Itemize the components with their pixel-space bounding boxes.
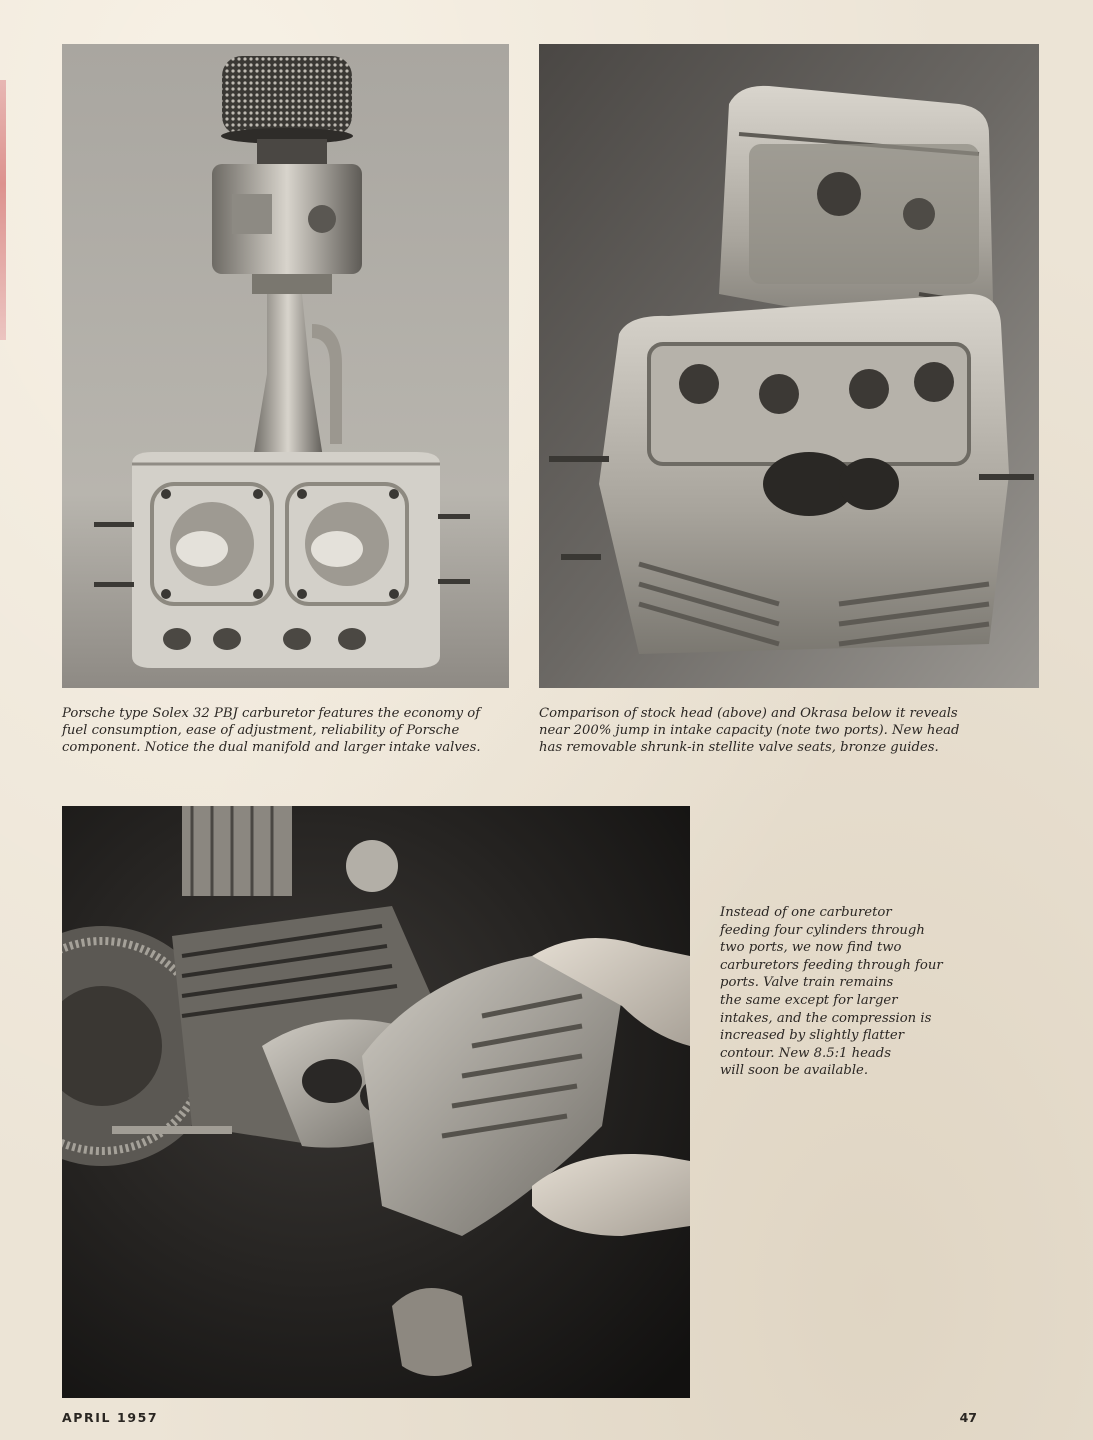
caption-line: component. Notice the dual manifold and larger intake valves. [62,740,481,755]
carburetor-photo [62,44,509,688]
caption-line: Instead of one carburetor [720,905,892,920]
caption-line: carburetors feeding through four [720,957,943,973]
caption-line: Comparison of stock head (above) and Okrasa below it reveals [539,706,958,721]
caption-line: near 200% jump in intake capacity (note two ports). New head [539,723,960,738]
caption-line: two ports, we now find two [720,940,902,956]
issue-date: APRIL 1957 [62,1410,159,1425]
caption-line: increased by slightly flatter [720,1028,905,1044]
caption-line: feeding four cylinders through [720,922,925,938]
caption-line: will soon be available. [720,1063,869,1079]
caption-line: the same except for larger [720,992,898,1008]
caption-line: has removable shrunk-in stellite valve seats, bronze guides. [539,740,939,755]
caption-line: fuel consumption, ease of adjustment, reliability of Porsche [62,723,460,738]
page-number: 47 [959,1410,977,1425]
caption-line: contour. New 8.5:1 heads [720,1045,891,1061]
caption-line: Porsche type Solex 32 PBJ carburetor features the economy of [62,706,481,721]
cylinder-heads-photo [539,44,1039,688]
caption-line: intakes, and the compression is [720,1010,932,1026]
engine-assembly-photo [62,806,690,1398]
caption-line: ports. Valve train remains [720,975,894,991]
page-edge-stain [0,80,6,340]
engine-caption [720,904,970,1080]
carburetor-caption [62,705,509,756]
cylinder-heads-caption [539,705,1039,756]
